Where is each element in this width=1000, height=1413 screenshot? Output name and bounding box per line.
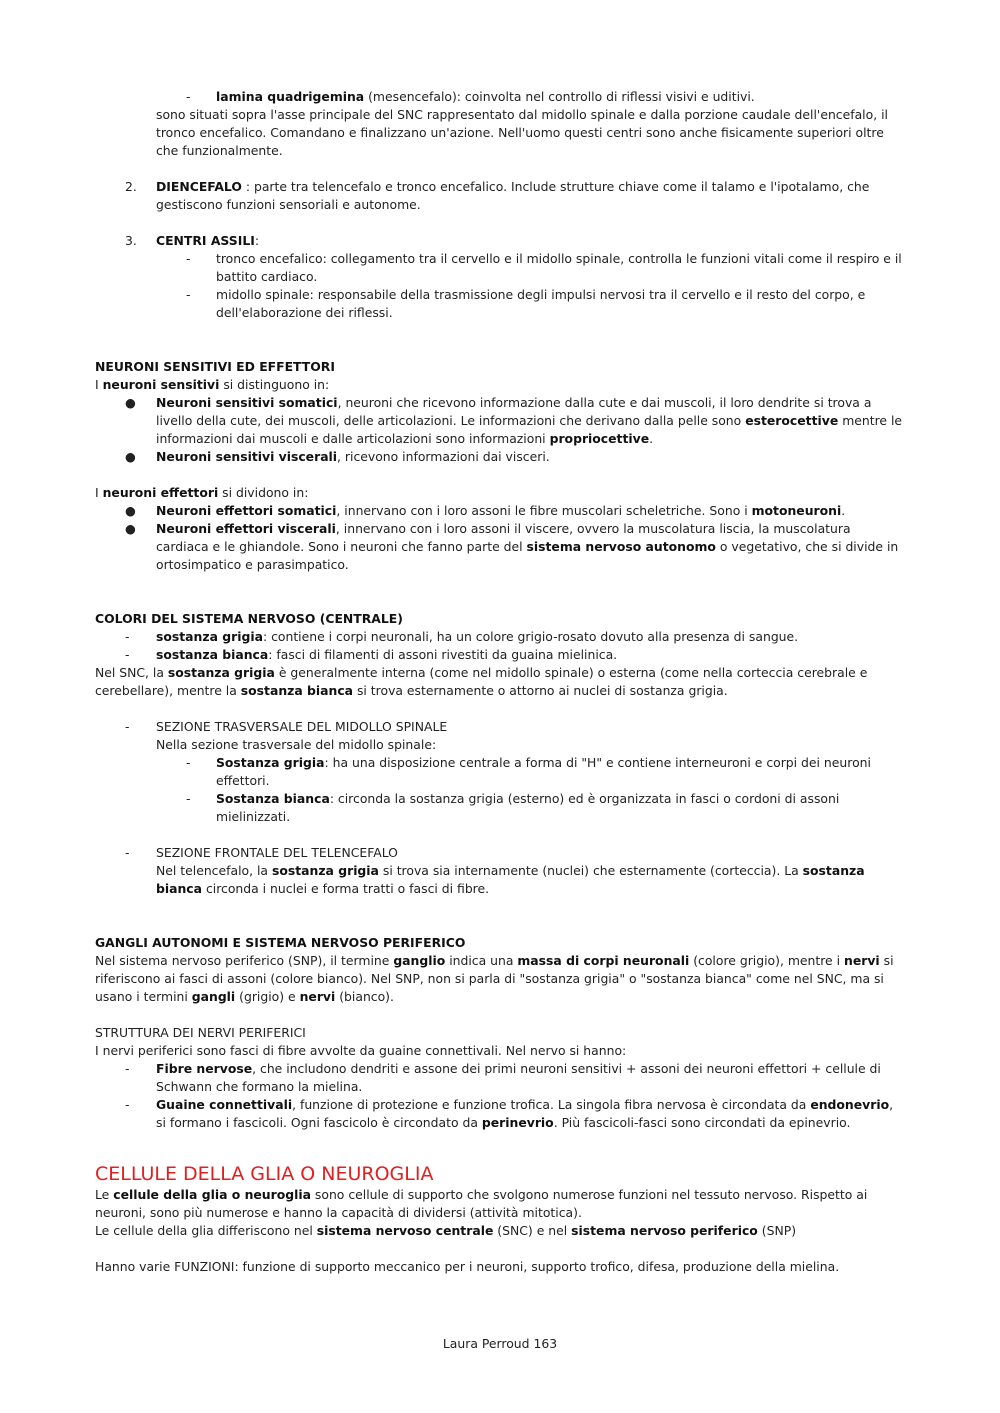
subsection-title: STRUTTURA DEI NERVI PERIFERICI [95,1025,306,1040]
paragraph: Nel telencefalo, la sostanza grigia si trova sia internamente (nuclei) che esternamente (corteccia). La sostanza bianca circonda i nuclei e forma tratti o fasci di fibre. [156,863,865,896]
subsection-title: SEZIONE FRONTALE DEL TELENCEFALO [156,845,398,860]
subsection-title: SEZIONE TRASVERSALE DEL MIDOLLO SPINALE [156,719,448,734]
bullet-icon: ● [125,503,136,518]
dash-bullet: - [125,1097,130,1112]
dash-bullet: - [186,755,191,770]
dash-bullet: - [125,719,130,734]
bold-term: DIENCEFALO [156,179,242,194]
list-item: - Guaine connettivali, funzione di protezione e funzione trofica. La singola fibra nervosa è circondata da endonevrio, si formano i fascicoli. Ogni fascicolo è circondato da perinevrio. Più fascicoli-fasci sono circondati da epinevrio. [125,1097,894,1130]
subsection [95,718,905,754]
list-item: ● Neuroni sensitivi somatici, neuroni che ricevono informazione dalla cute e dai muscoli, il loro dendrite si trova a livello della cute, dei muscoli, delle articolazioni. Le informazioni che derivano dalla pelle sono esterocettive mentre le informazioni dai muscoli e dalle articolazioni sono informazioni propriocettive. [125,395,903,446]
paragraph: Le cellule della glia differiscono nel sistema nervoso centrale (SNC) e nel sistema nervoso periferico (SNP) [95,1223,797,1238]
section-heading: NEURONI SENSITIVI ED EFFETTORI [95,359,335,374]
section-heading: COLORI DEL SISTEMA NERVOSO (CENTRALE) [95,611,403,626]
item-number: 3. [125,233,137,248]
paragraph: Le cellule della glia o neuroglia sono cellule di supporto che svolgono numerose funzioni nel tessuto nervoso. Rispetto ai neuroni, sono più numerose e hanno la capacità di dividersi (attività mitotica). [95,1187,868,1220]
paragraph: sono situati sopra l'asse principale del SNC rappresentato dal midollo spinale e dalla porzione caudale dell'encefalo, il tronco encefalico. Comandano e finalizzano un'azione. Nell'uomo questi centri sono anche fisicamente superiori oltre che funzionalmente. [156,107,888,158]
list-item: - sostanza bianca: fasci di filamenti di assoni rivestiti da guaina mielinica. [125,647,618,662]
list-text: : [254,233,260,248]
dash-bullet: - [186,251,191,266]
dash-bullet: - [125,629,130,644]
paragraph: I nervi periferici sono fasci di fibre avvolte da guaine connettivali. Nel nervo si hanno: [95,1043,627,1058]
list-item: ● Neuroni effettori viscerali, innervano con i loro assoni il viscere, ovvero la muscolatura liscia, la muscolatura cardiaca e le ghiandole. Sono i neuroni che fanno parte del sistema nervoso autonomo o vegetativo, che si divide in ortosimpatico e parasimpatico. [125,521,899,572]
bullet-icon: ● [125,449,136,464]
paragraph: I neuroni effettori si dividono in: [95,485,309,500]
list-text: tronco encefalico: collegamento tra il cervello e il midollo spinale, controlla le funzioni vitali come il respiro e il battito cardiaco. [216,251,902,284]
list-item: - sostanza grigia: contiene i corpi neuronali, ha un colore grigio-rosato dovuto alla presenza di sangue. [125,629,799,644]
paragraph: Nel SNC, la sostanza grigia è generalmente interna (come nel midollo spinale) o esterna (come nella corteccia cerebrale e cerebellare), mentre la sostanza bianca si trova esternamente o attorno ai nuclei di sostanza grigia. [95,665,868,698]
list-text: (mesencefalo): coinvolta nel controllo di riflessi visivi e uditivi. [364,89,755,104]
section-heading: GANGLI AUTONOMI E SISTEMA NERVOSO PERIFERICO [95,935,466,950]
list-item: ● Neuroni effettori somatici, innervano con i loro assoni le fibre muscolari scheletriche. Sono i motoneuroni. [125,503,846,518]
paragraph: Hanno varie FUNZIONI: funzione di supporto meccanico per i neuroni, supporto trofico, difesa, produzione della mielina. [95,1259,840,1274]
subsection [95,844,905,898]
list-text: midollo spinale: responsabile della trasmissione degli impulsi nervosi tra il cervello e il resto del corpo, e dell'elaborazione dei riflessi. [216,287,866,320]
list-item: - Fibre nervose, che includono dendriti e assone dei primi neuroni sensitivi + assoni dei neuroni effettori + cellule di Schwann che formano la mielina. [125,1061,881,1094]
bullet-icon: ● [125,395,136,410]
item-number: 2. [125,179,137,194]
list-item: - Sostanza grigia: ha una disposizione centrale a forma di "H" e contiene interneuroni e corpi dei neuroni effettori. [186,755,871,788]
document-page [95,88,905,1276]
bold-term: lamina quadrigemina [216,89,365,104]
list-item: ● Neuroni sensitivi viscerali, ricevono informazioni dai visceri. [125,449,550,464]
list-text: : parte tra telencefalo e tronco encefalico. Include strutture chiave come il talamo e l'ipotalamo, che gestiscono funzioni sensoriali e autonome. [156,179,870,212]
numbered-item [95,178,905,214]
list-item [95,286,905,322]
dash-bullet: - [125,845,130,860]
list-item [95,88,905,106]
page-footer: Laura Perroud 163 [442,1336,558,1351]
dash-bullet: - [186,89,191,104]
paragraph: Nella sezione trasversale del midollo spinale: [156,737,437,752]
dash-bullet: - [125,647,130,662]
dash-bullet: - [186,791,191,806]
bullet-icon: ● [125,521,136,536]
dash-bullet: - [125,1061,130,1076]
section-title: CELLULE DELLA GLIA O NEUROGLIA [95,1163,434,1185]
list-item: - Sostanza bianca: circonda la sostanza grigia (esterno) ed è organizzata in fasci o cordoni di assoni mielinizzati. [186,791,840,824]
numbered-item [95,232,905,250]
bold-term: CENTRI ASSILI [156,233,255,248]
paragraph: I neuroni sensitivi si distinguono in: [95,377,330,392]
dash-bullet: - [186,287,191,302]
list-item [95,250,905,286]
paragraph: Nel sistema nervoso periferico (SNP), il termine ganglio indica una massa di corpi neuronali (colore grigio), mentre i nervi si riferiscono ai fasci di assoni (colore bianco). Nel SNP, non si parla di "sostanza grigia" o "sostanza bianca" come nel SNC, ma si usano i termini gangli (grigio) e nervi (bianco). [95,953,894,1004]
